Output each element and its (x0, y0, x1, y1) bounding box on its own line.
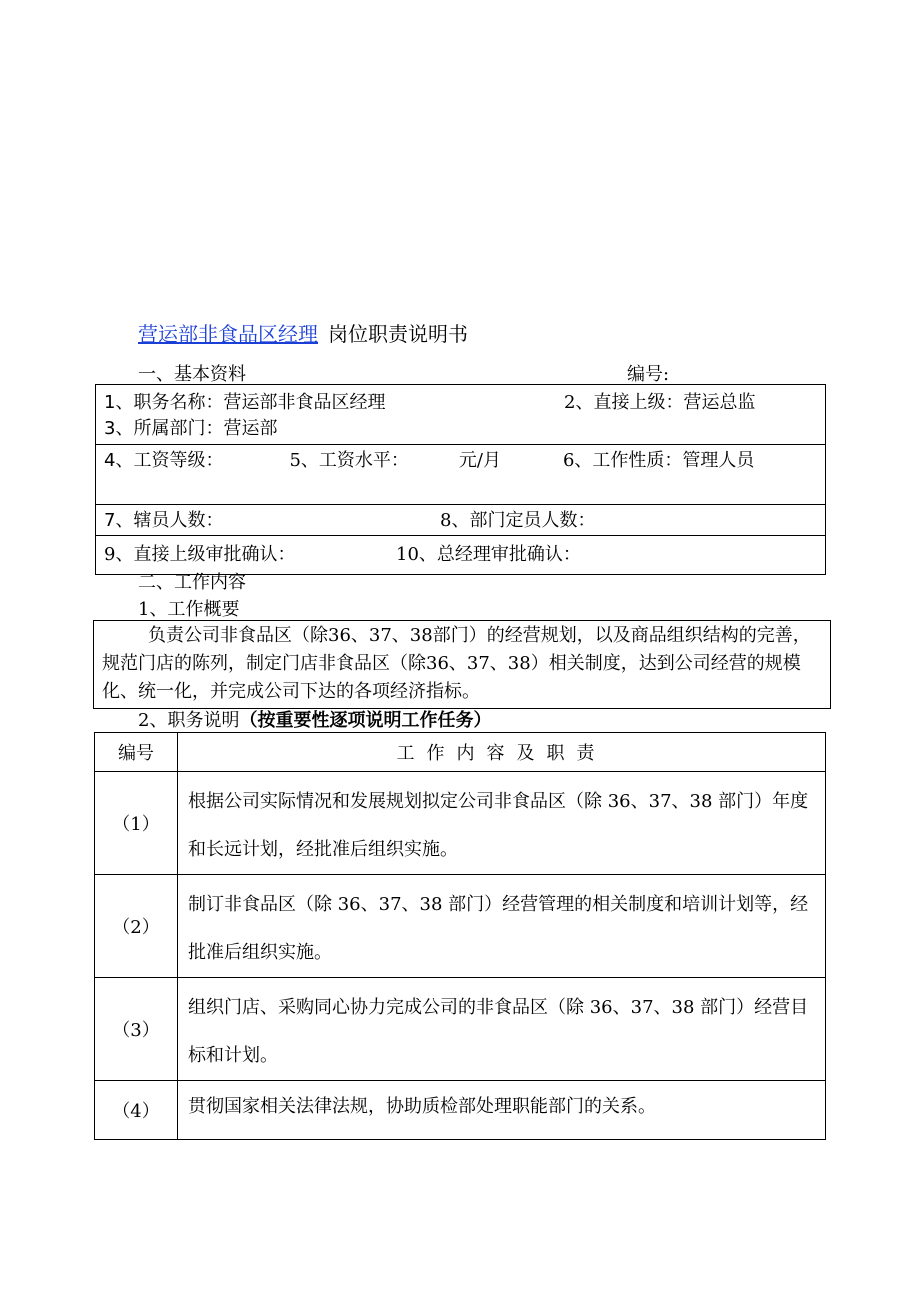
salary-level-field: 5、工资水平： (289, 450, 409, 471)
table-row (95, 978, 826, 1081)
section-basic-info-heading: 一、基本资料 (138, 364, 246, 385)
info-row (96, 505, 826, 536)
work-summary-heading: 1、工作概要 (138, 599, 240, 620)
header-number: 编号 (95, 733, 178, 772)
row-number: （2） (95, 875, 178, 978)
row-number: （4） (95, 1081, 178, 1140)
document-title (138, 318, 468, 347)
duty-heading-note: （按重要性逐项说明工作任务） (239, 710, 492, 731)
duty-heading-prefix: 2、职务说明 (138, 710, 240, 731)
duties-table (94, 732, 826, 1140)
staff-count-field: 7、辖员人数： (104, 510, 224, 531)
table-row (95, 1081, 826, 1140)
row-content: 贯彻国家相关法律法规，协助质检部处理职能部门的关系。 (178, 1081, 826, 1140)
gm-approval-field: 10、总经理审批确认： (396, 544, 581, 565)
row-content: 制订非食品区（除 36、37、38 部门）经营管理的相关制度和培训计划等，经批准后组织实施。 (178, 875, 826, 978)
row-number: （1） (95, 772, 178, 875)
duties-header-row (95, 733, 826, 772)
salary-unit: 元/月 (458, 450, 501, 471)
dept-quota-field: 8、部门定员人数： (440, 510, 596, 531)
serial-number-label: 编号: (627, 364, 670, 385)
title-link[interactable]: 营运部非食品区经理 (138, 322, 318, 346)
section-work-content-heading: 二、工作内容 (138, 572, 246, 593)
header-content: 工作内容及职责 (178, 733, 826, 772)
job-name-field: 1、职务名称：营运部非食品区经理 (104, 392, 386, 413)
duty-description-heading (138, 706, 491, 732)
title-text: 岗位职责说明书 (328, 322, 468, 346)
supervisor-approval-field: 9、直接上级审批确认： (104, 544, 296, 565)
basic-info-table (95, 384, 826, 575)
row-number: （3） (95, 978, 178, 1081)
info-row (96, 445, 826, 505)
table-row (95, 875, 826, 978)
work-summary-box (93, 620, 831, 709)
work-summary-text: 负责公司非食品区（除36、37、38部门）的经营规划，以及商品组织结构的完善，规范门店的陈列，制定门店非食品区（除36、37、38）相关制度，达到公司经营的规模化、统一化，并完成公司下达的各项经济指标。 (102, 625, 811, 702)
supervisor-field: 2、直接上级：营运总监 (564, 392, 756, 413)
department-field: 3、所属部门：营运部 (104, 418, 278, 439)
job-nature-field: 6、工作性质：管理人员 (562, 450, 755, 471)
row-content: 根据公司实际情况和发展规划拟定公司非食品区（除 36、37、38 部门）年度和长远计划，经批准后组织实施。 (178, 772, 826, 875)
info-row (96, 385, 826, 445)
row-content: 组织门店、采购同心协力完成公司的非食品区（除 36、37、38 部门）经营目标和计划。 (178, 978, 826, 1081)
table-row (95, 772, 826, 875)
salary-grade-field: 4、工资等级： (104, 450, 224, 471)
